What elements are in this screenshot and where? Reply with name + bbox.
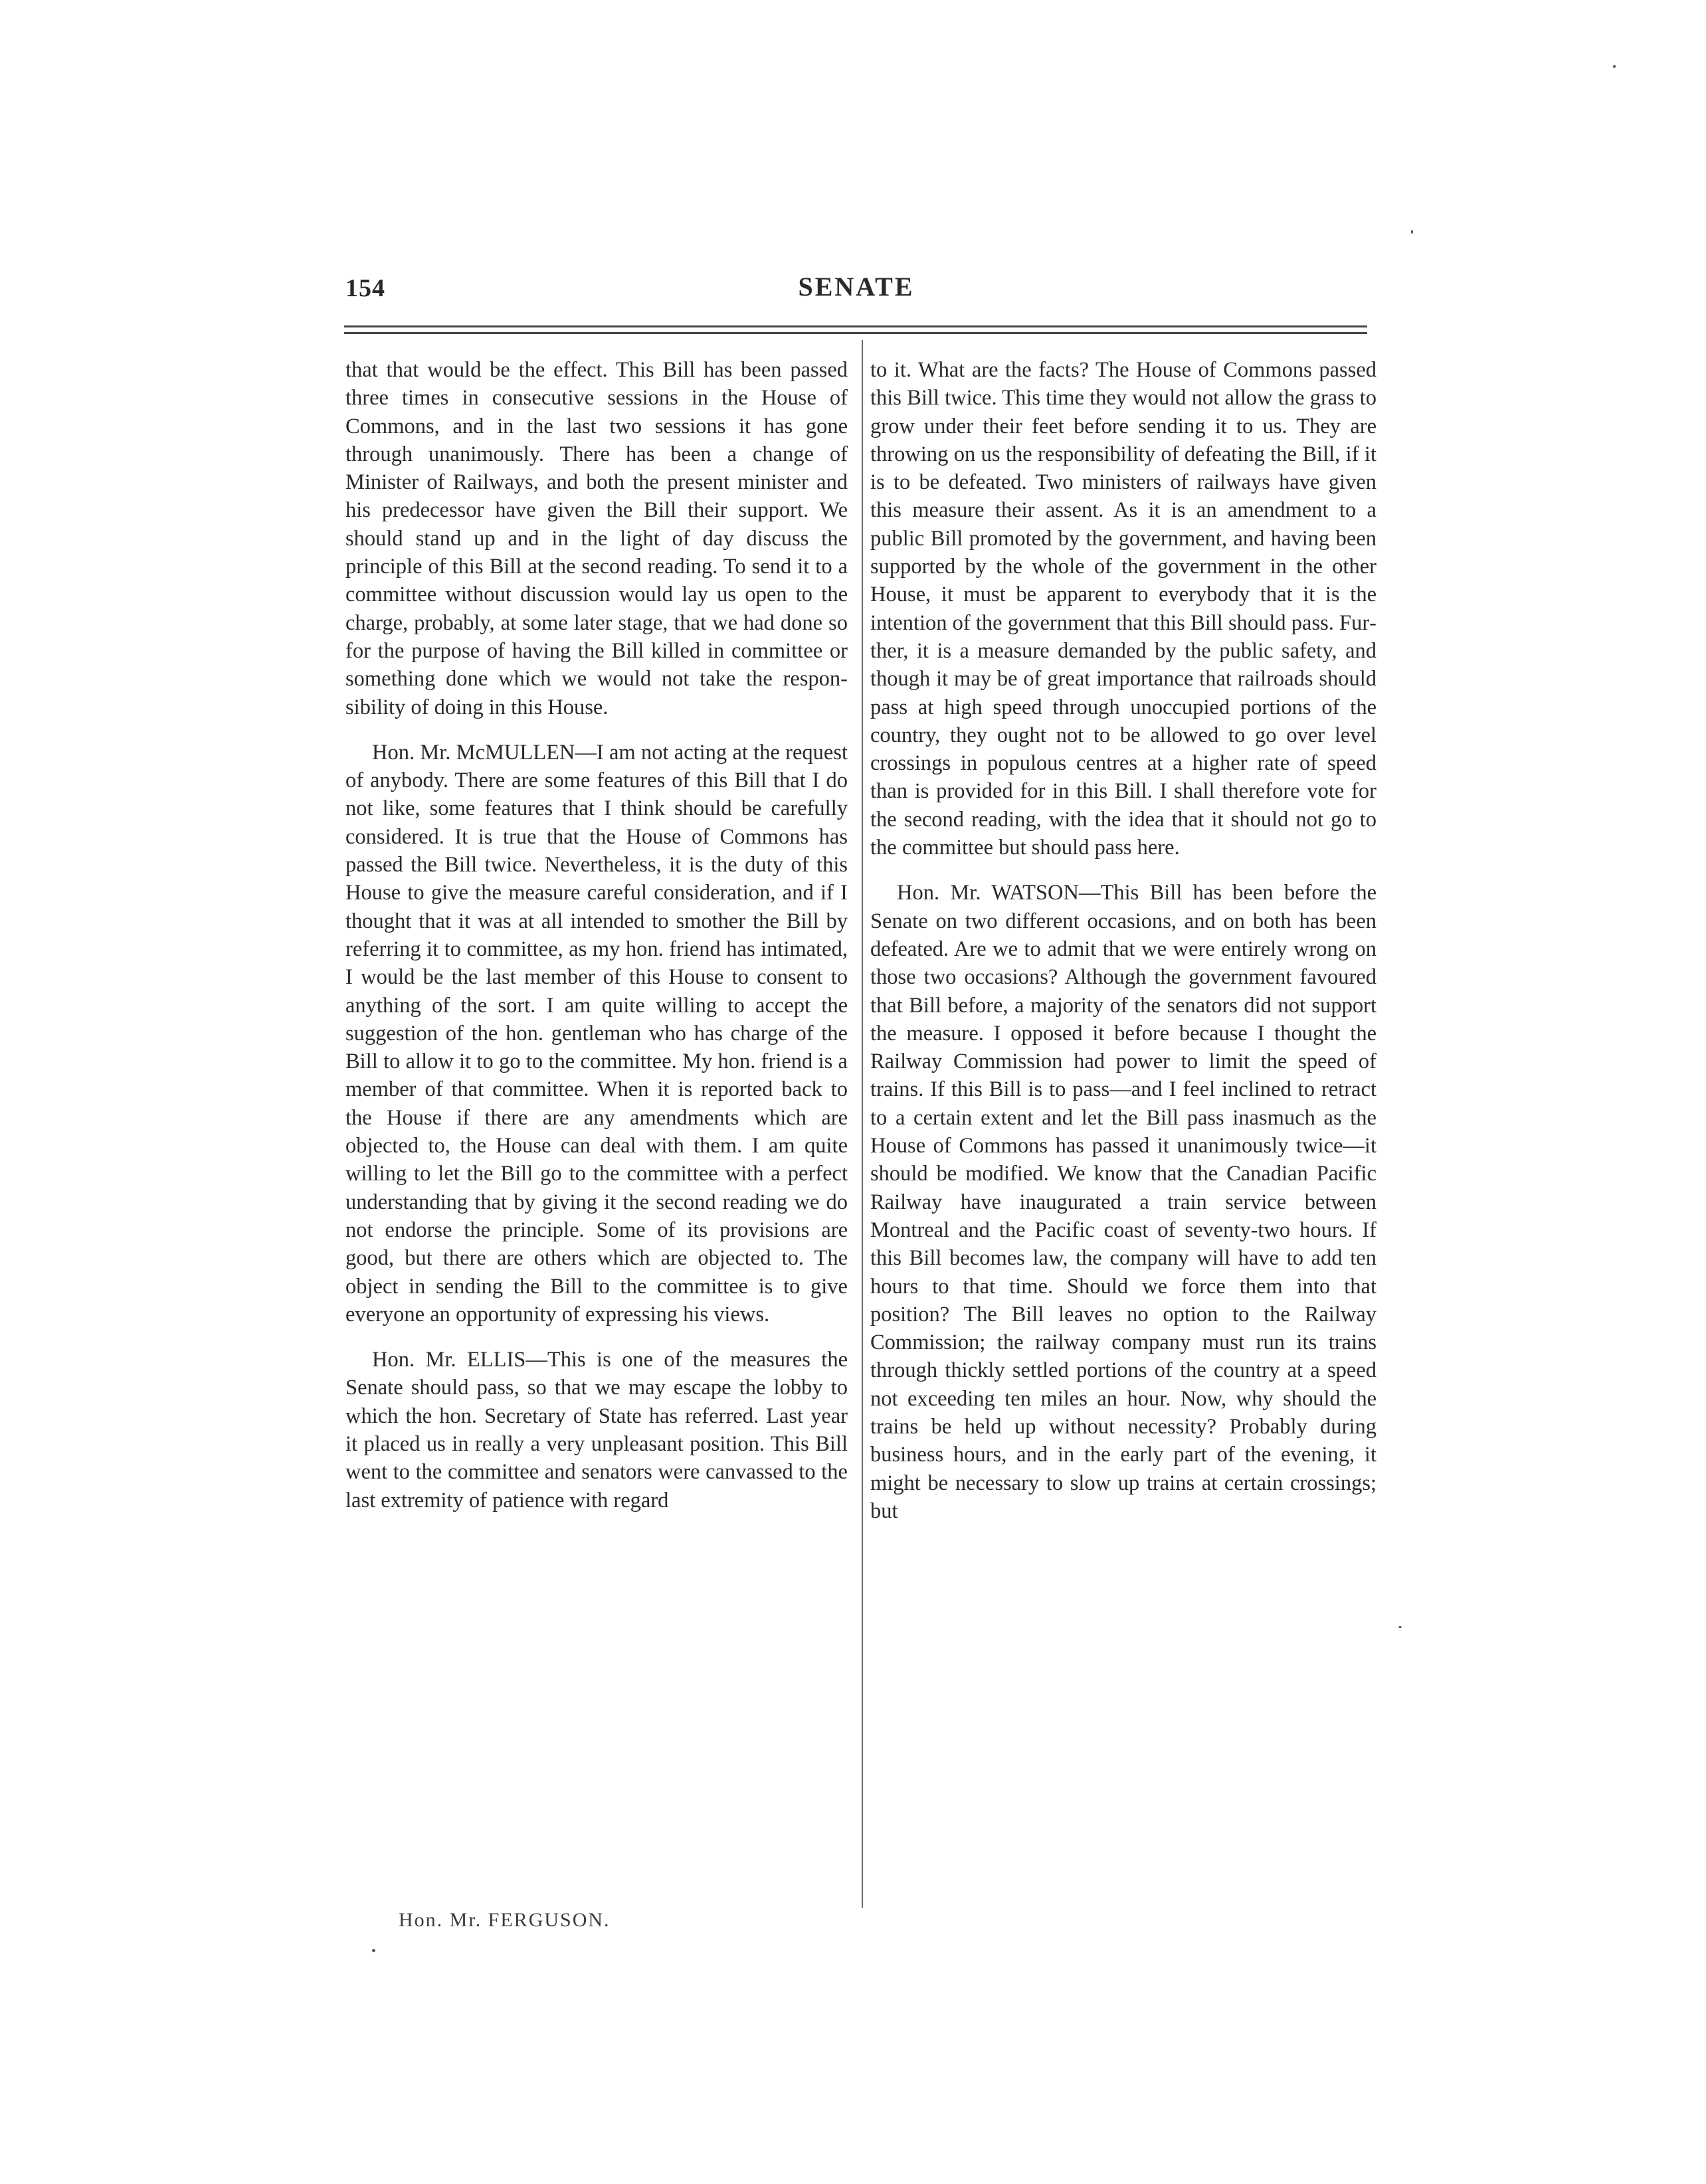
left-paragraph-mcmullen: Hon. Mr. McMULLEN—I am not acting at the request of anybody. There are some features of this Bill that I do not like, some features that I think should be carefully considered. It is true that the House of Commons has passed the Bill twice. Nevertheless, it is the duty of this House to give the measure careful consideration, and if I thought that it was at all intended to smother the Bill by referring it to committee, as my hon. friend has intimated, I would be the last member of this House to consent to anything of the sort. I am quite willing to accept the suggestion of the hon. gentleman who has charge of the Bill to allow it to go to the committee. My hon. friend is a member of that committee. When it is reported back to the House if there are any amendments which are objected to, the House can deal with them. I am quite willing to let the Bill go to the committee with a perfect understanding that by giving it the second reading we do not endorse the principle. Some of its provisions are good, but there are others which are objected to. The object in sending the Bill to the committee is to give everyone an opportunity of expressing his views. — [345, 740, 848, 1326]
scan-speck — [1411, 230, 1413, 234]
left-paragraph-continuation: that that would be the effect. This Bill has been passed three times in consecutive sessions in the House of Commons, and in the last two sessions it has gone through unanimously. There has been a change of Minister of Railways, and both the present minister and his predecessor have given the Bill their support. We should stand up and in the light of day discuss the principle of this Bill at the second reading. To send it to a committee without discussion would lay us open to the charge, probably, at some later stage, that we had done so for the purpose of having the Bill killed in committee or something done which we would not take the responsibility of doing in this House. — [345, 358, 848, 719]
right-paragraph-watson: Hon. Mr. WATSON—This Bill has been before the Senate on two different occasions, and on both has been defeated. Are we to admit that we were entirely wrong on those two occasions? Although the government favoured that Bill before, a majority of the senators did not support the measure. I opposed it before because I thought the Railway Commission had power to limit the speed of trains. If this Bill is to pass—and I feel inclined to retract to a certain extent and let the Bill pass inasmuch as the House of Commons has passed it unanimously twice—it should be modified. We know that the Canadian Pacific Railway have inaugurated a train service between Montreal and the Pacific coast of seventy-two hours. If this Bill becomes law, the company will have to add ten hours to that time. Should we force them into that position? The Bill leaves no option to the Railway Commission; the railway company must run its trains through thickly settled portions of the country at a speed not exceeding ten miles an hour. Now, why should the trains be held up without necessity? Probably during business hours, and in the early part of the evening, it might be necessary to slow up trains at certain crossings; but — [870, 881, 1376, 1523]
right-column — [870, 356, 1376, 1525]
right-paragraph-continuation: to it. What are the facts? The House of Commons passed this Bill twice. This time they would not allow the grass to grow under their feet before sending it to us. They are throwing on us the responsibility of defeating the Bill, if it is to be defeated. Two ministers of railways have given this measure their assent. As it is an amendment to a public Bill promoted by the government, and having been supported by the whole of the government in the other House, it must be apparent to everybody that it is the intention of the government that this Bill should pass. Further, it is a measure demanded by the public safety, and though it may be of great importance that railroads should pass at high speed through unoccupied portions of the country, they ought not to be allowed to go over level crossings in populous centres at a higher rate of speed than is provided for in this Bill. I shall therefore vote for the second reading, with the idea that it should not go to the committee but should pass here. — [870, 358, 1376, 860]
scan-speck — [372, 1949, 375, 1952]
left-column — [345, 356, 848, 1514]
header-rule-top — [344, 325, 1367, 327]
footer-speaker-note: Hon. Mr. FERGUSON. — [399, 1909, 611, 1931]
left-paragraph-ellis: Hon. Mr. ELLIS—This is one of the measures the Senate should pass, so that we may escape the lobby to which the hon. Secretary of State has referred. Last year it placed us in really a very unpleasant position. This Bill went to the committee and senators were canvassed to the last extremity of patience with regard — [345, 1348, 848, 1512]
scan-speck — [1398, 1626, 1402, 1628]
scan-speck — [1613, 65, 1616, 68]
page-number: 154 — [345, 274, 385, 302]
column-divider — [862, 340, 863, 1908]
header-rule-bottom — [344, 332, 1367, 334]
running-head: SENATE — [798, 272, 915, 302]
